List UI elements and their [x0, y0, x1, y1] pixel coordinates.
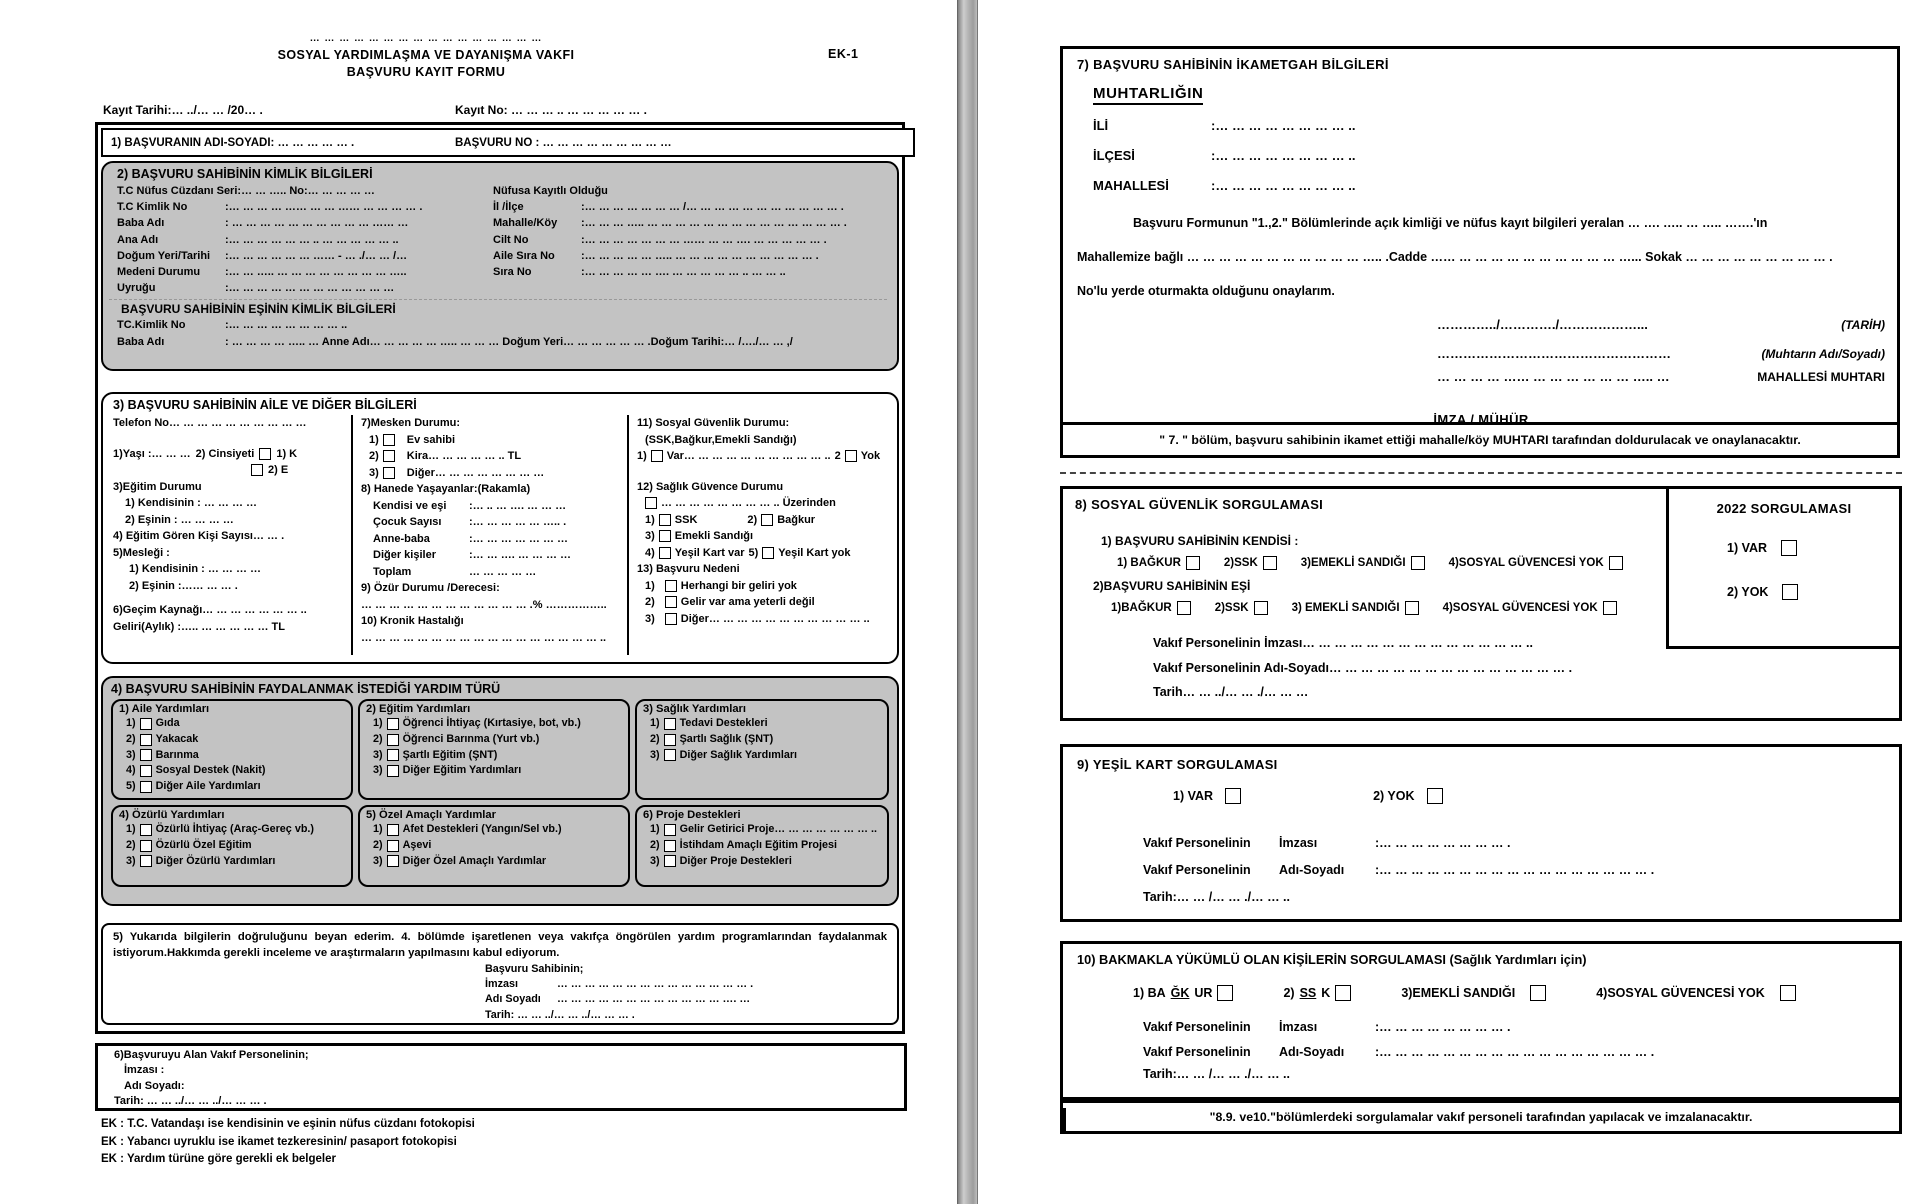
checkbox[interactable] [140, 718, 152, 730]
aid-box-disabled [111, 805, 353, 887]
coverage-via-row: … … … … … … … … .. Üzerinden [645, 495, 891, 512]
section-3-title: 3) BAŞVURU SAHİBİNİN AİLE VE DİĞER BİLGİLERİ [113, 398, 417, 412]
aid-box-title: 5) Özel Amaçlı Yardımlar [366, 809, 496, 821]
aid-box-title: 2) Eğitim Yardımları [366, 703, 471, 715]
housing-title: 7)Mesken Durumu: [361, 417, 461, 429]
checkbox[interactable] [387, 824, 399, 836]
checkbox-uzerinden[interactable] [645, 497, 657, 509]
housing-option: 1) Ev sahibi [369, 433, 456, 446]
section-4-aid-types [101, 676, 899, 906]
checkbox[interactable] [664, 824, 676, 836]
security-option: 2)SSK [1215, 601, 1268, 615]
checkbox[interactable] [140, 781, 152, 793]
attachment-note: EK : T.C. Vatandaşı ise kendisinin ve eşinin nüfus cüzdanı fotokopisi [101, 1118, 475, 1130]
checkbox[interactable] [1603, 601, 1617, 615]
spouse-identity-title: BAŞVURU SAHİBİNİN EŞİNİN KİMLİK BİLGİLERİ [121, 302, 396, 317]
staff-signature-row: Vakıf Personelinin İmzası :… … … … … … … … . [1143, 1020, 1511, 1034]
province-row: İLİ :… … … … … … … … .. [1093, 118, 1356, 133]
occupation-spouse: 2) Eşinin :…… … … . [129, 579, 238, 592]
aid-option: 3) Barınma [126, 748, 199, 761]
fullname-dots: … … … … … … … … … … … … …. … [557, 993, 751, 1006]
dashed-separator [109, 299, 887, 300]
section-8-title: 8) SOSYAL GÜVENLİK SORGULAMASI [1075, 497, 1324, 512]
signature-dots: … … … … … … … … … … … … … … . [557, 978, 754, 991]
form-field-row: T.C Kimlik No :… … … … …… … … …… … … … … . [117, 201, 423, 214]
aid-box-title: 1) Aile Yardımları [119, 703, 210, 715]
checkbox[interactable] [665, 596, 677, 608]
form-field-row: TC.Kimlik No :… … … … … … … … .. [117, 319, 348, 332]
education-title: 3)Eğitim Durumu [113, 480, 202, 493]
aid-box-education [358, 699, 630, 800]
checkbox[interactable] [1780, 985, 1796, 1001]
dependent-option: 3)EMEKLİ SANDIĞI [1401, 985, 1546, 1001]
form-field-row: Medeni Durumu :… … ….. … … … … … … … … ….. [117, 266, 407, 279]
section-4-title: 4) BAŞVURU SAHİBİNİN FAYDALANMAK İSTEDİĞİ YARDIM TÜRÜ [111, 682, 501, 696]
attachment-note: EK : Yabancı uyruklu ise ikamet tezkeresinin/ pasaport fotokopisi [101, 1135, 457, 1148]
query-2022-title: 2022 SORGULAMASI [1716, 501, 1852, 516]
staff-signature-label: İmzası : [124, 1064, 165, 1077]
date-label: Tarih: … … ../… … ../… … … . [485, 1008, 635, 1021]
checkbox[interactable] [1530, 985, 1546, 1001]
security-option: 4)SOSYAL GÜVENCESİ YOK [1443, 601, 1617, 615]
staff-date-row: Tarih:… … /… … ./… … .. [1143, 890, 1290, 904]
applicant-self-label: 1) BAŞVURU SAHİBİNİN KENDİSİ : [1101, 534, 1299, 548]
family-info-col1 [113, 415, 351, 655]
aid-box-title: 4) Özürlü Yardımları [119, 809, 225, 821]
muhtar-name-row: ……………………………………………… (Muhtarın Adı/Soyadı) [1077, 342, 1885, 366]
form-field-row: T.C Nüfus Cüzdanı Seri :… … ….. No:… … … … … [117, 185, 375, 197]
aid-option: 3) Diğer Eğitim Yardımları [373, 764, 522, 777]
query-2022-yok-row: 2) YOK [1727, 584, 1885, 600]
staff-name-row: Vakıf Personelinin Adı-Soyadı… … … … … … … … … … … … … … … . [1153, 660, 1573, 675]
checkbox-ssk[interactable] [659, 514, 671, 526]
staff-name-row: Vakıf Personelinin Adı-Soyadı :… … … … … … … … … … … … … … … … … . [1143, 1045, 1655, 1059]
page-split-scrollbar[interactable] [957, 0, 978, 1204]
section-8-social-security-query [1060, 486, 1902, 721]
form-field-row: Baba Adı : … … … … ….. … Anne Adı… … … … … ….. … … … Doğum Yeri… … … … … … .Doğum Tarihi:… /…./… … ,/ [117, 335, 793, 348]
section-7-title: 7) BAŞVURU SAHİBİNİN İKAMETGAH BİLGİLERİ [1077, 57, 1389, 72]
checkbox[interactable] [664, 855, 676, 867]
section-6-staff [95, 1043, 907, 1111]
staff-name-row: Vakıf Personelinin Adı-Soyadı :… … … … … … … … … … … … … … … … … . [1143, 863, 1655, 877]
checkbox-yesilkart-var[interactable] [659, 547, 671, 559]
section-9-title: 9) YEŞİL KART SORGULAMASI [1077, 757, 1278, 772]
neighborhood-row: MAHALLESİ :… … … … … … … … .. [1093, 178, 1356, 193]
security-option: 3) EMEKLİ SANDIĞI [1292, 601, 1419, 615]
staff-title: 6)Başvuruyu Alan Vakıf Personelinin; [114, 1049, 309, 1061]
staff-signature-row: Vakıf Personelinin İmzası :… … … … … … … … . [1143, 836, 1511, 850]
housing-options [361, 432, 627, 482]
security-option: 2)SSK [1224, 556, 1277, 570]
checkbox[interactable] [1177, 601, 1191, 615]
aid-option: 2) Aşevi [373, 838, 432, 851]
aid-option: 1) Öğrenci İhtiyaç (Kırtasiye, bot, vb.) [373, 717, 581, 729]
occupation-title: 5)Mesleği : [113, 546, 170, 559]
form-field-row: Sıra No :… … … … … …. … … … … … .. … … .. [493, 266, 786, 279]
social-security-sub: (SSK,Bağkur,Emekli Sandığı) [645, 433, 797, 446]
checkbox[interactable] [1263, 556, 1277, 570]
applicant-signature-block [485, 962, 887, 1023]
aid-box-project [635, 805, 889, 887]
checkbox[interactable] [664, 749, 676, 761]
query-2022-var-row: 1) VAR [1727, 540, 1885, 556]
checkbox[interactable] [383, 434, 395, 446]
checkbox-gender-male[interactable] [251, 464, 263, 476]
checkbox[interactable] [140, 734, 152, 746]
checkbox-greencard-yok[interactable] [1427, 788, 1443, 804]
aid-option: 1) Özürlü İhtiyaç (Araç-Gereç vb.) [126, 823, 315, 835]
section-5-declaration [101, 923, 899, 1025]
dependent-security-options [1133, 985, 1885, 1001]
reason-option: 1) Herhangi bir geliri yok [645, 579, 797, 592]
identity-left-fields [117, 183, 493, 296]
aid-box-family [111, 699, 353, 800]
attachment-notes [101, 1116, 475, 1169]
form-field-row: Doğum Yeri/Tarihi :… … … … … … …… - … ./… … /… [117, 249, 408, 262]
identity-right-fields [493, 199, 887, 280]
checkbox[interactable] [1411, 556, 1425, 570]
checkbox[interactable] [383, 467, 395, 479]
monthly-income: Geliri(Aylık) :….. … … … … … TL [113, 620, 285, 633]
phone-field: Telefon No… … … … … … … … … … [113, 417, 307, 429]
household-title: 8) Hanede Yaşayanlar:(Rakamla) [361, 483, 531, 495]
income-source: 6)Geçim Kaynağı… … … … … … … .. [113, 604, 307, 616]
muhtarligin-heading: MUHTARLIĞIN [1093, 85, 1203, 105]
muhtar-title-row: … … … … …… … … … … … … ….. … MAHALLESİ MUHTARI [1077, 366, 1885, 388]
checkbox[interactable] [664, 718, 676, 730]
aid-option: 3) Diğer Özel Amaçlı Yardımlar [373, 854, 547, 867]
age-gender-row: 1)Yaşı :… … … 2) Cinsiyeti 1) K [113, 447, 298, 460]
health-coverage-title: 12) Sağlık Güvence Durumu [637, 480, 784, 493]
district-row: İLÇESİ :… … … … … … … … .. [1093, 148, 1356, 163]
section-7-footnote: " 7. " bölüm, başvuru sahibinin ikamet ettiği mahalle/köy MUHTARI tarafından doldurulacak ve onaylanacaktır. [1063, 422, 1897, 455]
checkbox-bagkur[interactable] [761, 514, 773, 526]
security-option: 1)BAĞKUR [1111, 601, 1191, 615]
aid-option: 4) Sosyal Destek (Nakit) [126, 764, 266, 777]
coverage-ssk-bagkur-row: 1) SSK 2) Bağkur [645, 513, 816, 526]
disability-dots: … … … … … … … … … … … … .% …………….. [361, 598, 607, 611]
aid-option: 1) Afet Destekleri (Yangın/Sel vb.) [373, 823, 562, 835]
muhtar-title-caption: MAHALLESİ MUHTARI [1757, 370, 1885, 384]
staff-date-row: Tarih:… … /… … ./… … .. [1143, 1067, 1290, 1081]
form-field-row: Uyruğu :… … … … … … … … … … … … [117, 282, 395, 295]
dependent-option: 2) SS K [1283, 985, 1351, 1001]
checkbox[interactable] [1186, 556, 1200, 570]
staff-signature-row: Vakıf Personelinin İmzası… … … … … … … … … … … … … … .. [1153, 636, 1533, 650]
aid-option: 2) Şartlı Sağlık (ŞNT) [650, 732, 774, 745]
muhtar-name-caption: (Muhtarın Adı/Soyadı) [1761, 347, 1885, 361]
section-7-residence [1060, 46, 1900, 458]
aid-box-special [358, 805, 630, 887]
ek1-annex-label: EK-1 [828, 47, 859, 61]
checkbox-emekli-sandigi[interactable] [659, 530, 671, 542]
form-title-line1: SOSYAL YARDIMLAŞMA VE DAYANIŞMA VAKFI [277, 48, 575, 62]
aid-option: 3) Diğer Sağlık Yardımları [650, 748, 798, 761]
checkbox-2022-var[interactable] [1781, 540, 1797, 556]
form-field-row: Aile Sıra No :… … … … … ….. … … … … … … … … … … . [493, 249, 819, 262]
staff-name-label: Adı Soyadı: [124, 1079, 185, 1092]
identity-right-col [493, 183, 887, 296]
security-option: 1) BAĞKUR [1117, 556, 1200, 570]
checkbox[interactable] [387, 734, 399, 746]
education-self: 1) Kendisinin : … … … … [125, 497, 258, 509]
form-field-row: Ana Adı :… … … … … … .. … … … … … .. [117, 233, 399, 246]
applicant-of-label: Başvuru Sahibinin; [485, 963, 584, 975]
housing-option: 2) Kira… … … … … .. TL [369, 450, 522, 462]
chronic-title: 10) Kronik Hastalığı [361, 615, 464, 627]
household-row: Toplam … … … … … [373, 565, 537, 578]
checkbox[interactable] [387, 855, 399, 867]
disability-title: 9) Özür Durumu /Derecesi: [361, 582, 500, 594]
declaration-text: 5) Yukarıda bilgilerin doğruluğunu beyan ederim. 4. bölümde işaretlenen veya vakıfça öngörülen yardım programlarından faydalanmak istiyorum.Hakkımda gerekli inceleme ve araştırmaların yapılmasını kabul ediyorum. [113, 931, 887, 959]
checkbox[interactable] [664, 840, 676, 852]
housing-option: 3) Diğer… … … … … … … … [369, 466, 545, 479]
section-10-dependents-query [1060, 941, 1902, 1100]
security-option: 4)SOSYAL GÜVENCESİ YOK [1449, 556, 1623, 570]
checkbox[interactable] [140, 840, 152, 852]
chronic-dots: … … … … … … … … … … … … … … … … … .. [361, 631, 607, 644]
section-3-family-info [101, 392, 899, 664]
aid-option: 3) Diğer Özürlü Yardımları [126, 854, 276, 867]
household-row: Anne-baba :… … … … … … … [373, 532, 568, 545]
checkbox[interactable] [665, 580, 677, 592]
signature-label: İmzası [485, 978, 519, 991]
checkbox[interactable] [1217, 985, 1233, 1001]
household-rows [361, 498, 627, 581]
household-row: Çocuk Sayısı :… … … … … ….. . [373, 516, 567, 528]
occupation-self: 1) Kendisinin : … … … … [129, 563, 262, 575]
education-spouse: 2) Eşinin : … … … … [125, 513, 234, 526]
checkbox-ss-var[interactable] [651, 450, 663, 462]
social-security-title: 11) Sosyal Güvenlik Durumu: [637, 417, 790, 429]
registered-place-header: Nüfusa Kayıtlı Olduğu [493, 185, 608, 197]
header-dots: … … … … … … … … … … … … … … … … [309, 33, 543, 44]
checkbox[interactable] [387, 840, 399, 852]
form-field-row: Cilt No :… … … … … … … …… … … …. … … … … … . [493, 233, 827, 246]
checkbox[interactable] [1609, 556, 1623, 570]
section-9-green-card-query [1060, 744, 1902, 922]
fullname-label: Adı Soyadı [485, 993, 541, 1006]
signature-seal-label: İMZA / MÜHÜR [1433, 412, 1529, 427]
form-main-box [95, 122, 905, 1034]
section-2-identity [101, 161, 899, 371]
aid-box-health [635, 699, 889, 800]
checkbox[interactable] [1254, 601, 1268, 615]
reason-option: 3) Diğer… … … … … … … … … … … .. [645, 612, 870, 625]
students-count: 4) Eğitim Gören Kişi Sayısı… … . [113, 530, 285, 542]
checkbox[interactable] [664, 734, 676, 746]
attachment-note: EK : Yardım türüne göre gerekli ek belgeler [101, 1153, 336, 1165]
form-field-row: Mahalle/Köy :… … … ….. … … … … … … … … … … … … … … . [493, 217, 847, 230]
checkbox-yesilkart-yok[interactable] [762, 547, 774, 559]
checkbox[interactable] [383, 450, 395, 462]
checkbox[interactable] [140, 855, 152, 867]
staff-date-row: Tarih… … ../… … ./… … … [1153, 685, 1309, 699]
sections-8-9-10-footnote: "8.9. ve10." bölümlerdeki sorgulamalar vakıf personeli tarafından yapılacak ve imzalanacaktır. [1060, 1100, 1902, 1134]
social-security-row: 1) Var… … … … … … … … … … .. 2 Yok [637, 450, 881, 462]
security-option: 3)EMEKLİ SANDIĞI [1301, 556, 1425, 570]
checkbox[interactable] [387, 749, 399, 761]
aid-option: 1) Gıda [126, 717, 180, 729]
kayit-no-label: Kayıt No: … … … .. … … … … … . [455, 103, 648, 117]
application-no-label: BAŞVURU NO : … … … … … … … … … [455, 136, 672, 149]
checkbox-greencard-var[interactable] [1225, 788, 1241, 804]
aid-box-title: 6) Proje Destekleri [643, 809, 741, 821]
coverage-yesilkart-row: 4) Yeşil Kart var 5) Yeşil Kart yok [645, 546, 851, 559]
aid-box-title: 3) Sağlık Yardımları [643, 703, 747, 715]
gender-male-row: 2) E [251, 462, 351, 479]
section-10-title: 10) BAKMAKLA YÜKÜMLÜ OLAN KİŞİLERİN SORGULAMASI (Sağlık Yardımları için) [1077, 952, 1587, 967]
applicant-spouse-label: 2)BAŞVURU SAHİBİNİN EŞİ [1093, 579, 1251, 593]
staff-date-label: Tarih: … … ../… … ../… … … . [114, 1095, 267, 1108]
aid-option: 2) Yakacak [126, 732, 199, 745]
aid-option: 3) Diğer Proje Destekleri [650, 854, 792, 867]
query-2022-box [1666, 486, 1902, 649]
applicant-name-label: 1) BAŞVURANIN ADI-SOYADI: … … … … … . [111, 136, 355, 149]
form-field-row: İl /İlçe :… … … … … … … /… … … … … … … … … … … . [493, 201, 844, 214]
kayit-tarihi-label: Kayıt Tarihi:… ../… … /20… . [103, 103, 263, 117]
aid-option: 2) Özürlü Özel Eğitim [126, 838, 252, 851]
checkbox[interactable] [140, 765, 152, 777]
dependent-option: 4)SOSYAL GÜVENCESİ YOK [1596, 985, 1796, 1001]
form-field-row: Baba Adı : … … … … … … … … … … …… … [117, 217, 409, 230]
spouse-fields [117, 317, 887, 349]
application-reasons [637, 578, 891, 628]
family-info-col2 [351, 415, 627, 655]
date-caption: (TARİH) [1841, 318, 1885, 332]
application-reason-title: 13) Başvuru Nedeni [637, 563, 740, 575]
checkbox-gender-female[interactable] [259, 448, 271, 460]
checkbox[interactable] [387, 765, 399, 777]
checkbox[interactable] [665, 613, 677, 625]
residence-confirmation-paragraph: Başvuru Formunun "1.,2." Bölümlerinde açık kimliği ve nüfus kayıt bilgileri yeralan … …. ….. … ….. …….'ın Mahallemize bağlı … … … … … … … … … … … ….. .Cadde …… … … … … … … … … … … …... Sokak … … … … … … … … … . No'lu yerde oturmakta olduğunu onaylarım. [1077, 216, 1833, 298]
dashed-page-separator [1060, 472, 1902, 474]
muhtar-date-row: …………../…………./………………... (TARİH) [1077, 308, 1885, 342]
checkbox-2022-yok[interactable] [1782, 584, 1798, 600]
aid-option: 2) İstihdam Amaçlı Eğitim Projesi [650, 838, 838, 851]
household-row: Diğer kişiler :… … …. … … … … [373, 549, 572, 561]
reason-option: 2) Gelir var ama yeterli değil [645, 596, 815, 608]
coverage-emekli-row: 3) Emekli Sandığı [645, 530, 754, 542]
checkbox[interactable] [387, 718, 399, 730]
green-card-var-yok-row: 1) VAR 2) YOK [1173, 788, 1885, 804]
family-info-col3 [627, 415, 891, 655]
aid-option: 1) Gelir Getirici Proje… … … … … … … .. [650, 823, 877, 835]
text-cursor [1063, 1108, 1066, 1134]
aid-option: 2) Öğrenci Barınma (Yurt vb.) [373, 732, 540, 745]
section-1-applicant [101, 128, 915, 157]
dependent-option: 1) BA ĞK UR [1133, 985, 1233, 1001]
checkbox[interactable] [140, 749, 152, 761]
section-2-title: 2) BAŞVURU SAHİBİNİN KİMLİK BİLGİLERİ [117, 167, 373, 181]
checkbox[interactable] [1405, 601, 1419, 615]
form-title-line2: BAŞVURU KAYIT FORMU [346, 65, 506, 79]
checkbox[interactable] [1335, 985, 1351, 1001]
aid-option: 5) Diğer Aile Yardımları [126, 780, 261, 793]
household-row: Kendisi ve eşi :… .. … …. … … … [373, 499, 567, 512]
aid-option: 3) Şartlı Eğitim (ŞNT) [373, 748, 498, 761]
aid-option: 1) Tedavi Destekleri [650, 717, 768, 729]
checkbox-ss-yok[interactable] [845, 450, 857, 462]
checkbox[interactable] [140, 824, 152, 836]
